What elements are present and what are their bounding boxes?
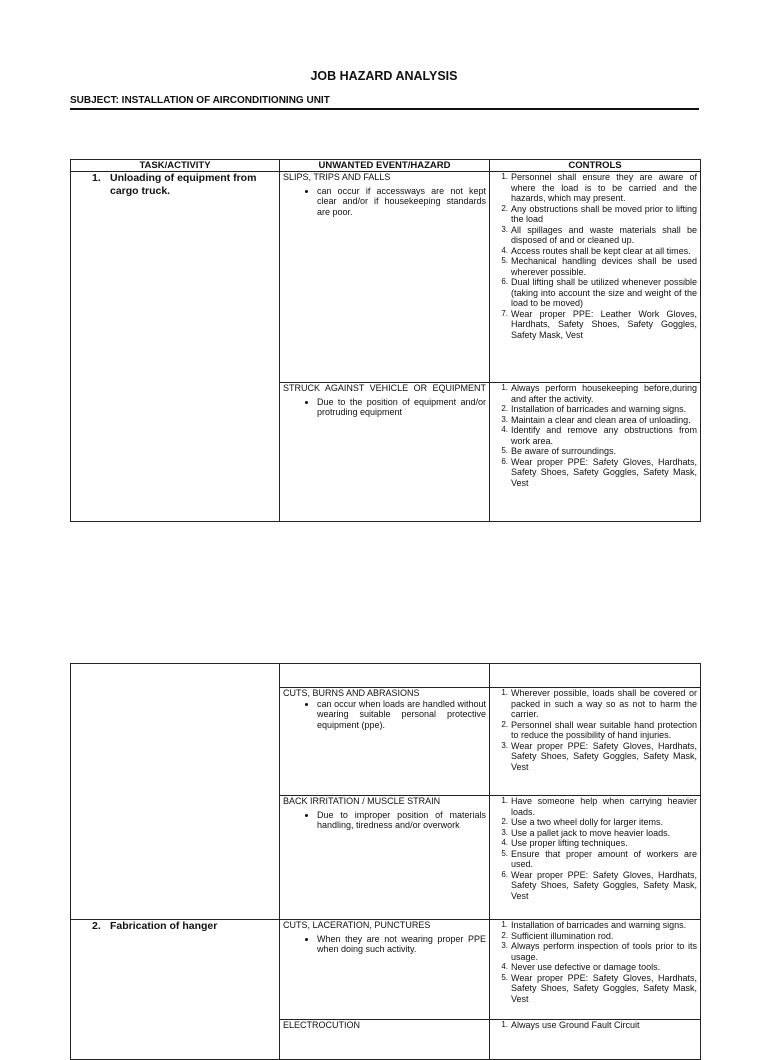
task-label: 1. Unloading of equipment from cargo truck. (92, 172, 257, 197)
hazard-title: CUTS, LACERATION, PUNCTURES (283, 920, 431, 930)
control-number: 2. (501, 817, 508, 826)
table-header-row (71, 160, 701, 172)
control-item (493, 941, 697, 962)
header-rule (70, 108, 699, 110)
controls-list (493, 920, 697, 1004)
control-text: Wherever possible, loads shall be covered or packed in such a way so as not to harm the carrier. (511, 688, 697, 719)
hazard-table-1 (70, 159, 701, 522)
control-number: 5. (501, 446, 508, 455)
control-text: Identify and remove any obstructions from work area. (511, 425, 697, 446)
hazard-title: CUTS, BURNS AND ABRASIONS (283, 688, 420, 698)
task-cell (71, 920, 280, 1060)
control-number: 5. (501, 972, 508, 982)
header-controls: CONTROLS (490, 160, 701, 172)
controls-list (493, 796, 697, 901)
control-item (493, 962, 697, 973)
control-text: Maintain a clear and clean area of unloading. (511, 414, 691, 425)
control-number: 3. (501, 414, 508, 424)
control-item (493, 172, 697, 204)
table-row (71, 920, 701, 1020)
hazard-title: BACK IRRITATION / MUSCLE STRAIN (283, 796, 441, 806)
hazard-detail: • Due to the position of equipment and/or protruding equipment (317, 397, 486, 418)
hazard-cell (280, 688, 490, 796)
controls-cell (490, 172, 701, 383)
control-item (493, 446, 697, 457)
document-subject: SUBJECT: INSTALLATION OF AIRCONDITIONING UNIT (70, 95, 330, 106)
control-number: 5. (501, 848, 508, 858)
control-number: 3. (501, 941, 508, 950)
control-text: Wear proper PPE: Safety Gloves, Hardhats, Safety Shoes, Safety Goggles, Safety Mask, Vest (511, 972, 697, 1004)
control-text: Use proper lifting techniques. (511, 838, 628, 848)
hazard-cell (280, 920, 490, 1020)
controls-cell (490, 1020, 701, 1060)
control-number: 4. (501, 838, 508, 847)
control-item (493, 838, 697, 849)
control-item (493, 973, 697, 1005)
control-item (493, 741, 697, 773)
task-cell (71, 664, 280, 920)
control-text: Never use defective or damage tools. (511, 962, 661, 972)
controls-cell (490, 796, 701, 920)
control-item (493, 828, 697, 839)
control-text: Personnel shall wear suitable hand protection to reduce the possibility of hand injuries. (511, 719, 697, 740)
control-number: 1. (501, 172, 508, 181)
control-number: 4. (501, 962, 508, 971)
task-cell (71, 172, 280, 522)
control-text: Dual lifting shall be utilized whenever possible (taking into account the size and weight of the load to be moved) (511, 277, 697, 308)
controls-list (493, 172, 697, 340)
control-text: Ensure that proper amount of workers are used. (511, 848, 697, 869)
control-item (493, 849, 697, 870)
control-item (493, 931, 697, 942)
hazard-cell (280, 172, 490, 383)
control-number: 3. (501, 224, 508, 234)
control-item (493, 720, 697, 741)
control-text: Wear proper PPE: Safety Gloves, Hardhats, Safety Shoes, Safety Goggles, Safety Mask, Vest (511, 869, 697, 901)
blank-cell (280, 664, 490, 688)
control-number: 3. (501, 740, 508, 750)
control-text: Wear proper PPE: Leather Work Gloves, Hardhats, Safety Shoes, Safety Goggles, Safety Mask, Vest (511, 308, 697, 340)
hazard-detail: • can occur if accessways are not kept clear and/or if housekeeping standards are poor. (317, 186, 486, 218)
control-number: 2. (501, 719, 508, 729)
document-title: JOB HAZARD ANALYSIS (310, 69, 458, 83)
control-number: 1. (501, 1020, 508, 1029)
control-item (493, 204, 697, 225)
control-item (493, 383, 697, 404)
control-item (493, 225, 697, 246)
control-text: Have someone help when carrying heavier loads. (511, 796, 697, 817)
control-text: Use a pallet jack to move heavier loads. (511, 827, 671, 838)
control-item (493, 457, 697, 489)
control-text: Installation of barricades and warning signs. (511, 404, 687, 414)
header-hazard: UNWANTED EVENT/HAZARD (280, 160, 490, 172)
control-item (493, 246, 697, 257)
task-label: 2. Fabrication of hanger (92, 920, 218, 932)
control-number: 2. (501, 203, 508, 213)
blank-cell (490, 664, 701, 688)
control-item (493, 277, 697, 309)
control-item (493, 309, 697, 341)
hazard-cell (280, 1020, 490, 1060)
hazard-title: SLIPS, TRIPS AND FALLS (283, 172, 391, 182)
control-item (493, 415, 697, 426)
control-number: 6. (501, 277, 508, 286)
hazard-detail: • When they are not wearing proper PPE when doing such activity. (317, 934, 486, 955)
controls-cell (490, 383, 701, 522)
control-number: 6. (501, 456, 508, 466)
control-item (493, 1020, 697, 1031)
header-task: TASK/ACTIVITY (71, 160, 280, 172)
control-text: Sufficient illumination rod. (511, 930, 614, 941)
control-text: Wear proper PPE: Safety Gloves, Hardhats, Safety Shoes, Safety Goggles, Safety Mask, Vest (511, 456, 697, 488)
controls-cell (490, 920, 701, 1020)
control-number: 6. (501, 869, 508, 879)
hazard-cell (280, 383, 490, 522)
control-item (493, 425, 697, 446)
control-number: 3. (501, 827, 508, 837)
hazard-title: ELECTROCUTION (283, 1020, 361, 1030)
control-item (493, 920, 697, 931)
hazard-detail: • Due to improper position of materials handling, tiredness and/or overwork (317, 810, 486, 831)
table-header-row (71, 664, 701, 688)
hazard-table-2 (70, 663, 701, 1060)
control-text: Be aware of surroundings. (511, 446, 617, 456)
control-number: 1. (501, 796, 508, 805)
control-number: 1. (501, 920, 508, 929)
control-text: Use a two wheel dolly for larger items. (511, 817, 664, 827)
control-number: 2. (501, 404, 508, 413)
control-number: 7. (501, 308, 508, 318)
controls-list (493, 383, 697, 488)
control-item (493, 688, 697, 720)
control-text: Wear proper PPE: Safety Gloves, Hardhats, Safety Shoes, Safety Goggles, Safety Mask, Vest (511, 740, 697, 772)
hazard-title: STRUCK AGAINST VEHICLE OR EQUIPMENT (283, 383, 486, 393)
control-text: Always perform inspection of tools prior to its usage. (511, 941, 697, 962)
control-item (493, 404, 697, 415)
control-text: Access routes shall be kept clear at all times. (511, 245, 691, 256)
table-row (71, 172, 701, 383)
control-number: 1. (501, 383, 508, 392)
hazard-detail: • can occur when loads are handled without wearing suitable personal protective equipment (ppe). (317, 699, 486, 731)
control-item (493, 796, 697, 817)
controls-list (493, 688, 697, 772)
control-number: 4. (501, 245, 508, 255)
control-item (493, 817, 697, 828)
control-number: 4. (501, 425, 508, 434)
control-item (493, 870, 697, 902)
hazard-cell (280, 796, 490, 920)
control-text: Installation of barricades and warning signs. (511, 920, 687, 930)
control-text: Always perform housekeeping before,during and after the activity. (511, 383, 697, 404)
control-text: All spillages and waste materials shall be disposed of and or cleaned up. (511, 224, 697, 245)
control-text: Always use Ground Fault Circuit (511, 1020, 640, 1030)
control-item (493, 256, 697, 277)
control-text: Personnel shall ensure they are aware of where the load is to be carried and the hazards, which may present. (511, 172, 697, 203)
controls-list (493, 1020, 697, 1031)
control-text: Mechanical handling devices shall be used wherever possible. (511, 256, 697, 277)
control-text: Any obstructions shall be moved prior to lifting the load (511, 203, 697, 224)
control-number: 2. (501, 930, 508, 940)
control-number: 1. (501, 688, 508, 697)
control-number: 5. (501, 256, 508, 265)
controls-cell (490, 688, 701, 796)
